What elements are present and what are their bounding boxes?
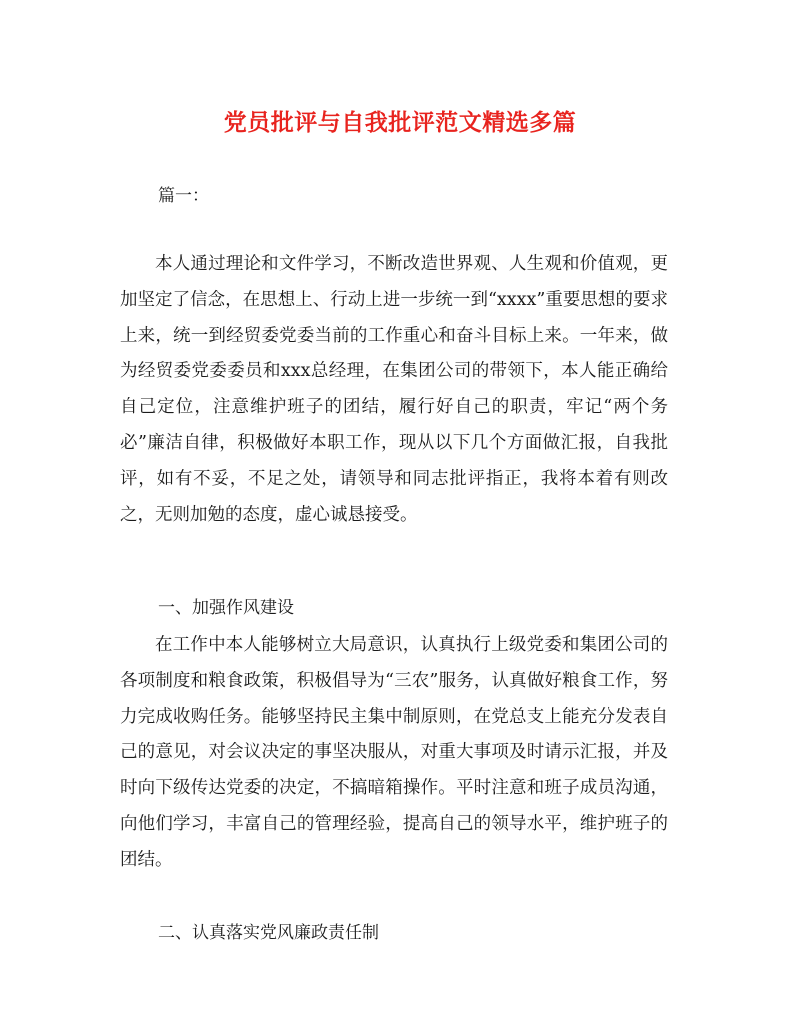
heading-2: 二、认真落实党风廉政责任制 [158,923,379,943]
paragraph-intro: 本人通过理论和文件学习，不断改造世界观、人生观和价值观，更加坚定了信念，在思想上、行动上进一步统一到“xxxx”重要思想的要求上来，统一到经贸委党委当前的工作重心和奋斗目标上来。一年来，做为经贸委党委委员和xxx总经理，在集团公司的带领下，本人能正确给自己定位，注意维护班子的团结，履行好自己的职责，牢记“两个务必”廉洁自律，积极做好本职工作，现从以下几个方面做汇报，自我批评，如有不妥，不足之处，请领导和同志批评指正，我将本着有则改之，无则加勉的态度，虚心诚恳接受。 [120,254,668,525]
document-title: 党员批评与自我批评范文精选多篇 [223,109,577,136]
paragraph-work-style: 在工作中本人能够树立大局意识，认真执行上级党委和集团公司的各项制度和粮食政策，积极倡导为“三农”服务，认真做好粮食工作，努力完成收购任务。能够坚持民主集中制原则，在党总支上能充分发表自己的意见，对会议决定的事坚决服从，对重大事项及时请示汇报，并及时向下级传达党委的决定，不搞暗箱操作。平时注意和班子成员沟通，向他们学习，丰富自己的管理经验，提高自己的领导水平，维护班子的团结。 [120,635,668,870]
heading-1: 一、加强作风建设 [158,598,294,618]
part-label: 篇一： [158,186,209,206]
